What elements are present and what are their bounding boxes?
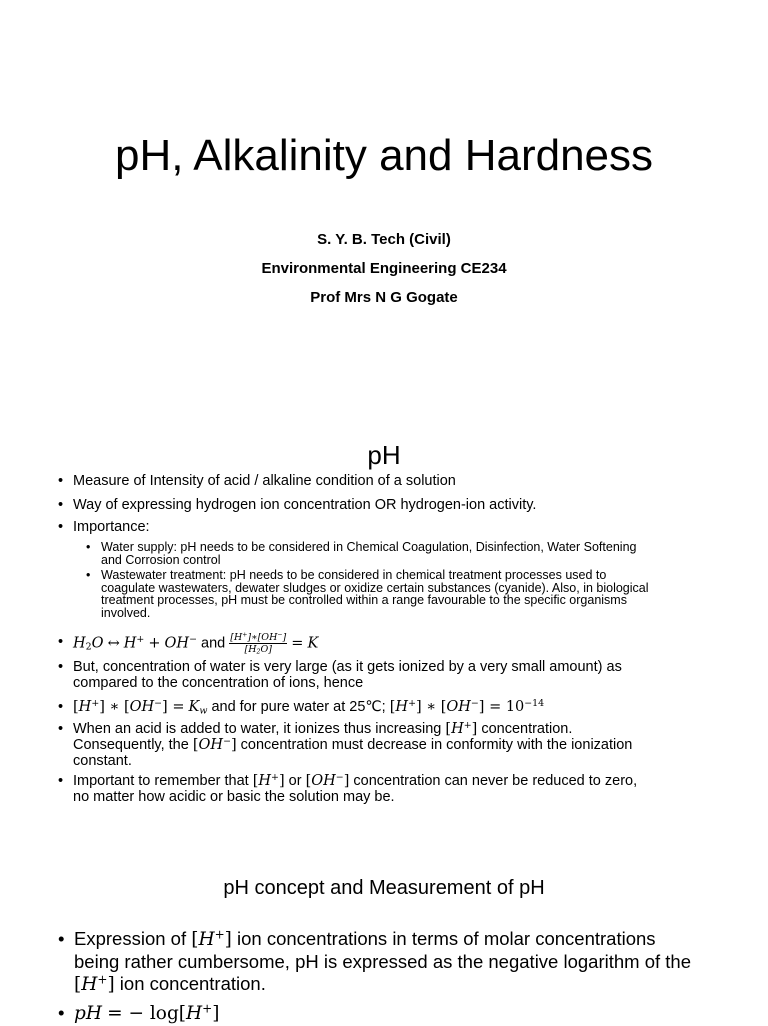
bullet-icon: • bbox=[58, 473, 64, 489]
bullet-icon: • bbox=[58, 699, 64, 715]
bullet-icon: • bbox=[58, 773, 64, 789]
bullet-icon: • bbox=[58, 634, 64, 650]
bullet-icon: • bbox=[58, 1002, 65, 1023]
sub-bullet-icon: • bbox=[86, 540, 91, 554]
equation-kw: [H+] ∗ $[OH^-] = K_w$ and for pure water at 25℃; [H+] ∗ $[OH^-] = 10^{-14}$ bbox=[73, 697, 545, 717]
ph-concept-slide: pH concept and Measurement of pH • Expression of [H+] ion concentrations in terms of molar concentrations being rather cumbersome, pH is expressed as the negative logarithm of the [H+] ion concentration. • pH = − log[H+] bbox=[0, 832, 768, 1024]
bullet-icon: • bbox=[58, 721, 64, 737]
bullet-icon: • bbox=[58, 497, 64, 513]
bullet-icon: • bbox=[58, 519, 64, 535]
course-label: S. Y. B. Tech (Civil) bbox=[317, 231, 451, 248]
equation-ph-definition: pH = − log[H+] bbox=[74, 1001, 220, 1024]
bullet-icon: • bbox=[58, 659, 64, 675]
slide-title-ph: pH bbox=[367, 440, 401, 470]
presentation-title: pH, Alkalinity and Hardness bbox=[114, 131, 654, 180]
sub-bullet-icon: • bbox=[86, 568, 91, 582]
equilibrium-fraction: $\frac{[H^+]∗[OH^-]}{[H_2O]}$ bbox=[230, 631, 287, 656]
equation-dissociation: $H_2O$ ↔ H+ + OH− and $\frac{[H^+]∗[OH^-]}{[H_2O]}$ = K bbox=[73, 631, 319, 656]
slide-title-ph-concept: pH concept and Measurement of pH bbox=[223, 877, 545, 899]
subject-label: Environmental Engineering CE234 bbox=[261, 260, 507, 277]
bullet-icon: • bbox=[58, 928, 65, 949]
ph-slide: pH • Measure of Intensity of acid / alkaline condition of a solution • Way of expressing hydrogen ion concentration OR hydrogen-ion activity. • Importance: • Water supply: pH needs to be considered in Chemical Coagulation, Disinfection, Water Softening and Corrosion control • Wastewater treatment: pH needs to be considered in chemical treatment processes used to coagulate wastewaters, dewater sludges or oxidize certain substances (cyanide). Also, in biological treatment processes, pH must be controlled within a range favourable to the specific organisms involved. • $H_2O$ ↔ H+ + OH− and $\frac{[H^+]∗[OH^-]}{[H_2O]}$ = K • But, concentration of water is very large (as it gets ionized by a very small amount) as compared to the concentration of ions, hence • [H+] ∗ $[OH^-] = K_w$ and for pure water at 25℃; [H+] ∗ $[OH^-] = 10^{-14}$ • When an acid is added to water, it ionizes thus increasing [H+] concentration. Consequently, the [OH−] concentration must decrease in conformity with the ionization constant. • Important to remember that [H+] or [OH−] concentration can never be reduced to zero, no matter how acidic or basic the solution may be. bbox=[0, 412, 768, 832]
instructor-label: Prof Mrs N G Gogate bbox=[310, 289, 458, 306]
title-slide bbox=[0, 0, 768, 412]
